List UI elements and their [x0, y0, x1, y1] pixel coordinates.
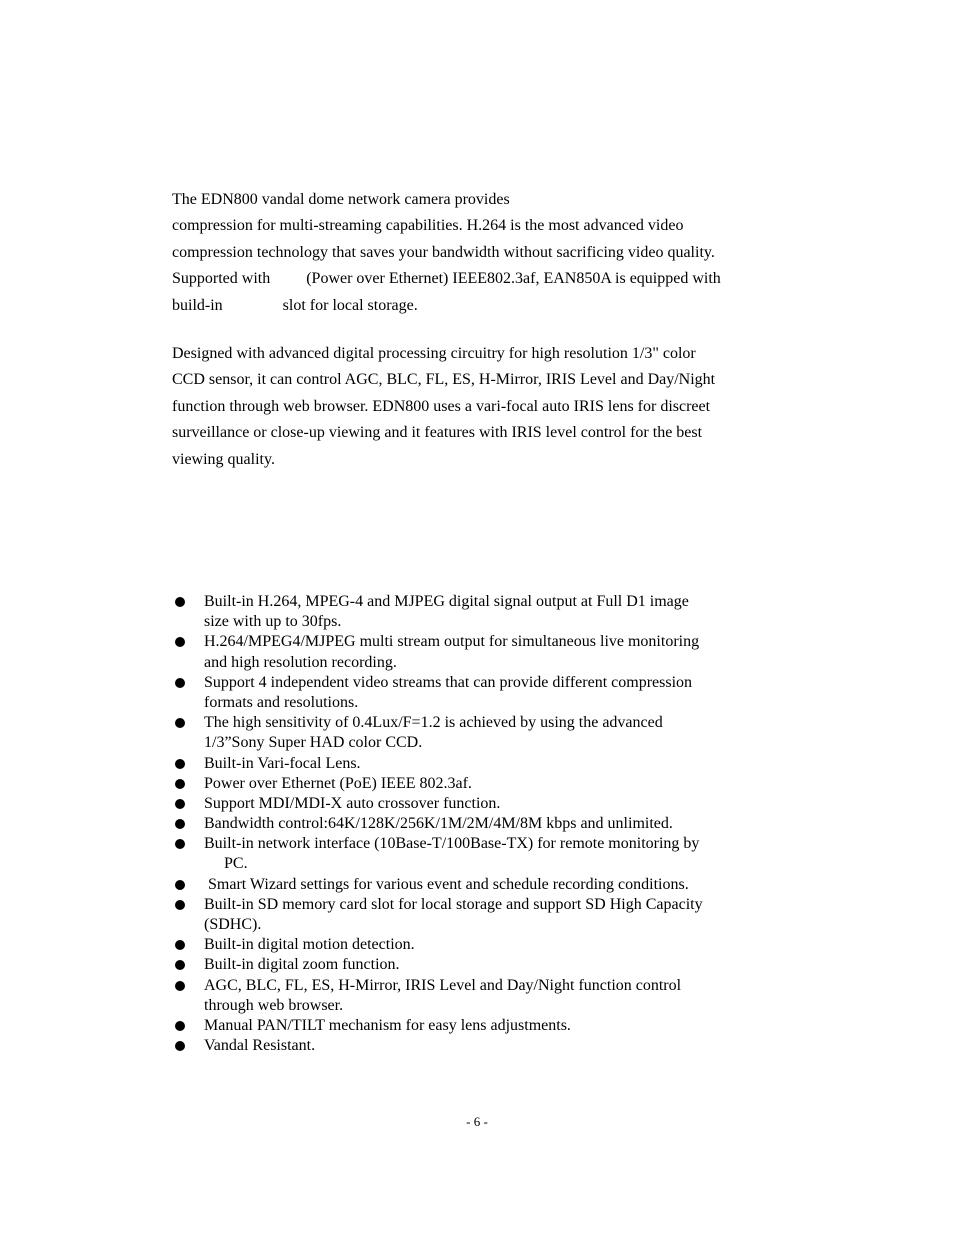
feature-text: 1/3”Sony Super HAD color CCD. [204, 734, 423, 752]
intro-line: Supported with (Power over Ethernet) IEEE802.3af, EAN850A is equipped with [172, 270, 721, 288]
feature-text: size with up to 30fps. [204, 613, 342, 631]
bullet-icon [175, 779, 185, 789]
feature-text: PC. [204, 855, 248, 873]
intro-line: compression for multi-streaming capabilities. H.264 is the most advanced video [172, 217, 684, 235]
feature-item [172, 592, 792, 632]
bullet-icon [175, 1021, 185, 1031]
feature-text: Power over Ethernet (PoE) IEEE 802.3af. [204, 774, 472, 792]
bullet-icon [175, 981, 185, 991]
feature-item [172, 1036, 792, 1056]
bullet-icon [175, 839, 185, 849]
feature-text: through web browser. [204, 996, 344, 1014]
feature-text: Built-in digital zoom function. [204, 956, 400, 974]
page-number: - 6 - [466, 1114, 488, 1129]
intro-line: build-in slot for local storage. [172, 296, 418, 314]
feature-item [172, 875, 792, 895]
bullet-icon [175, 819, 185, 829]
bullet-icon [175, 880, 185, 890]
feature-text: (SDHC). [204, 916, 262, 933]
bullet-icon [175, 1041, 185, 1051]
feature-text: H.264/MPEG4/MJPEG multi stream output for simultaneous live monitoring [204, 633, 700, 651]
feature-text: Built-in Vari-focal Lens. [204, 754, 361, 772]
feature-item [172, 632, 792, 672]
feature-item [172, 774, 792, 794]
feature-text: Vandal Resistant. [204, 1037, 316, 1055]
feature-item [172, 814, 792, 834]
bullet-icon [175, 940, 185, 950]
feature-text: Bandwidth control:64K/128K/256K/1M/2M/4M/8M kbps and unlimited. [204, 815, 673, 833]
design-line: Designed with advanced digital processing circuitry for high resolution 1/3" color [172, 345, 696, 362]
bullet-icon [175, 759, 185, 769]
feature-item [172, 794, 792, 814]
feature-text: AGC, BLC, FL, ES, H-Mirror, IRIS Level and Day/Night function control [204, 976, 682, 994]
bullet-icon [175, 718, 185, 728]
feature-item [172, 673, 792, 713]
feature-item [172, 895, 792, 935]
design-line: surveillance or close-up viewing and it features with IRIS level control for the best [172, 424, 703, 442]
feature-item [172, 976, 792, 1016]
design-line: viewing quality. [172, 450, 275, 468]
feature-text: Manual PAN/TILT mechanism for easy lens adjustments. [204, 1016, 571, 1034]
feature-text: Smart Wizard settings for various event and schedule recording conditions. [204, 875, 689, 893]
feature-text: Support MDI/MDI-X auto crossover function. [204, 794, 501, 812]
bullet-icon [175, 597, 185, 607]
design-line: CCD sensor, it can control AGC, BLC, FL, ES, H-Mirror, IRIS Level and Day/Night [172, 371, 716, 389]
bullet-icon [175, 960, 185, 970]
feature-text: formats and resolutions. [204, 693, 359, 711]
bullet-icon [175, 637, 185, 647]
feature-item [172, 1016, 792, 1036]
bullet-icon [175, 678, 185, 688]
feature-text: and high resolution recording. [204, 653, 397, 671]
feature-item [172, 713, 792, 753]
design-paragraph [172, 341, 792, 473]
feature-text: Built-in H.264, MPEG-4 and MJPEG digital signal output at Full D1 image [204, 593, 689, 610]
feature-text: Support 4 independent video streams that can provide different compression [204, 673, 693, 691]
intro-paragraph [172, 187, 792, 319]
feature-item [172, 834, 792, 874]
feature-item [172, 754, 792, 774]
intro-line: compression technology that saves your bandwidth without sacrificing video quality. [172, 243, 715, 261]
feature-text: Built-in SD memory card slot for local storage and support SD High Capacity [204, 895, 703, 913]
bullet-icon [175, 900, 185, 910]
feature-item [172, 935, 792, 955]
bullet-icon [175, 799, 185, 809]
feature-text: Built-in network interface (10Base-T/100Base-TX) for remote monitoring by [204, 835, 700, 853]
feature-item [172, 955, 792, 975]
design-line: function through web browser. EDN800 uses a vari-focal auto IRIS lens for discreet [172, 397, 711, 415]
feature-text: The high sensitivity of 0.4Lux/F=1.2 is achieved by using the advanced [204, 714, 663, 732]
features-list [172, 592, 792, 1056]
feature-text: Built-in digital motion detection. [204, 936, 415, 954]
intro-line: The EDN800 vandal dome network camera provides [172, 191, 510, 208]
